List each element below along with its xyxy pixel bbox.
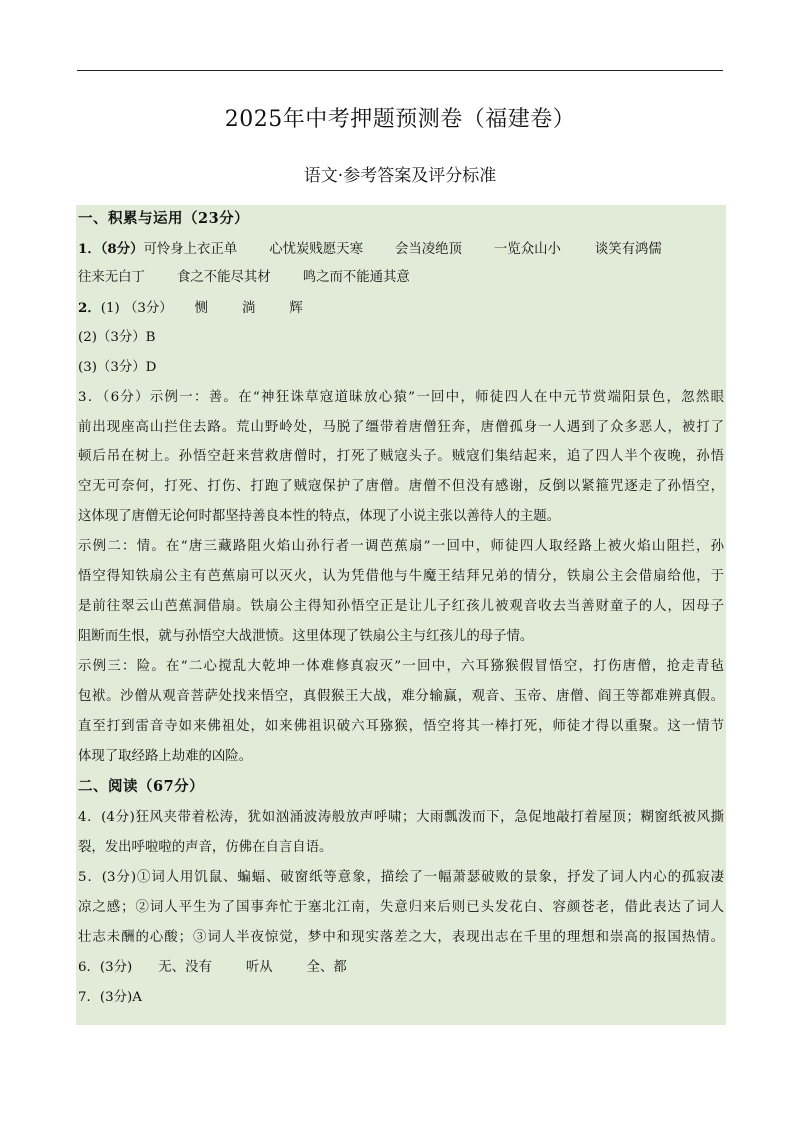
- q2-part-2: (2)（3分）B: [78, 330, 156, 345]
- q3-line: 示例二：情。在“唐三藏路阻火焰山孙行者一调芭蕉扇”一回中，师徒四人取经路上被火焰山阻拦，孙: [78, 539, 724, 554]
- q4-line: 4．(4分)狂风夹带着松涛，犹如汹涌波涛般放声呼啸；大雨瓢泼而下，急促地敲打着屋顶；糊窗纸被风撕: [78, 810, 724, 825]
- q2-answer: 淌: [242, 301, 256, 316]
- q6-number: 6．(3分): [78, 960, 133, 975]
- q6-answer: 无、没有: [158, 960, 212, 975]
- q5-line: 壮志未酬的心酸；③词人半夜惊觉，梦中和现实落差之大，表现出志在千里的理想和崇高的报国热情。: [78, 930, 724, 945]
- q3-line: 阻断而生恨，就与孙悟空大战泄愤。这里体现了铁扇公主与红孩儿的母子情。: [78, 629, 534, 644]
- q6-line: [78, 958, 724, 978]
- q1-answer: 鸣之而不能通其意: [302, 270, 410, 285]
- document-subtitle: 语文·参考答案及评分标准: [303, 166, 497, 186]
- q6-answer: 全、都: [306, 960, 347, 975]
- q2-sub1-label: (1) （3分）: [100, 301, 173, 316]
- q2-part-1: [78, 298, 724, 319]
- q2-number: 2．: [78, 300, 101, 316]
- answer-content: [76, 205, 726, 1025]
- q1-answer: 往来无白丁: [78, 270, 145, 285]
- q3-line: 示例三：险。在“二心搅乱大乾坤一体难修真寂灭”一回中，六耳猕猴假冒悟空，打伤唐僧，抢走青毡: [78, 659, 724, 674]
- q3-line: 这体现了唐僧无论何时都坚持善良本性的特点，体现了小说主张以善待人的主题。: [78, 509, 561, 524]
- q1-answer: 心忧炭贱愿天寒: [269, 242, 363, 257]
- q1-row-1: [78, 239, 724, 260]
- q5-line: 凉之感；②词人平生为了国事奔忙于塞北江南，失意归来后则已头发花白、容颜苍老，借此表达了词人: [78, 900, 724, 915]
- q4-line: 裂，发出呼啦啦的声音，仿佛在自言自语。: [78, 840, 333, 855]
- section-heading-reading: 二、阅读（67分）: [78, 778, 205, 795]
- q5-line: 5．(3分)①词人用饥鼠、蝙蝠、破窗纸等意象，描绘了一幅萧瑟破败的景象，抒发了词人内心的孤寂凄: [78, 870, 724, 885]
- q3-line: 3．（6分）示例一：善。在“神狂诛草寇道昧放心猿”一回中，师徒四人在中元节赏端阳景色，忽然眼: [78, 390, 724, 405]
- q2-answer: 恻: [194, 301, 209, 316]
- q3-line: 空无可奈何，打死、打伤、打跑了贼寇保护了唐僧。唐僧不但没有感谢，反倒以紧箍咒逐走了孙悟空，: [78, 479, 724, 494]
- q1-row-2: [78, 268, 724, 288]
- q1-number: 1．（8分）: [78, 241, 144, 257]
- top-rule: [77, 70, 723, 71]
- q3-line: 悟空得知铁扇公主有芭蕉扇可以灭火，认为凭借他与牛魔王结拜兄弟的情分，铁扇公主会借扇给他，于: [78, 569, 724, 584]
- q1-answer: 谈笑有鸿儒: [594, 242, 662, 257]
- q3-line: 前出现座高山拦住去路。荒山野岭处，马脱了缰带着唐僧狂奔，唐僧孤身一人遇到了众多恶人，被打了: [78, 420, 724, 435]
- q1-answer: 食之不能尽其材: [176, 270, 271, 285]
- q1-answer: 可怜身上衣正单: [143, 242, 238, 257]
- section-heading-accumulation: 一、积累与运用（23分）: [78, 210, 250, 227]
- document-title: 2025年中考押题预测卷（福建卷）: [224, 107, 576, 132]
- q2-part-3: (3)（3分）D: [78, 360, 157, 375]
- q1-answer: 会当凌绝顶: [394, 242, 462, 257]
- q1-answer: 一览众山小: [493, 242, 561, 257]
- q3-line: 是前往翠云山芭蕉洞借扇。铁扇公主得知孙悟空正是让儿子红孩儿被观音收去当善财童子的人，因母子: [78, 599, 724, 614]
- q3-line: 顿后吊在树上。孙悟空赶来营救唐僧时，打死了贼寇头子。贼寇们集结起来，追了四人半个夜晚，孙悟: [78, 449, 724, 464]
- q2-answer: 辉: [289, 301, 303, 316]
- q3-line: 体现了取经路上劫难的凶险。: [78, 749, 253, 764]
- q7-line: 7．(3分)A: [78, 990, 142, 1005]
- q6-answer: 听从: [245, 960, 273, 975]
- q3-line: 直至打到雷音寺如来佛祖处，如来佛祖识破六耳猕猴，悟空将其一棒打死，师徒才得以重聚。这一情节: [78, 719, 724, 734]
- q3-line: 包袱。沙僧从观音菩萨处找来悟空，真假猴王大战，难分输赢，观音、玉帝、唐僧、阎王等都难辨真假。: [78, 689, 724, 704]
